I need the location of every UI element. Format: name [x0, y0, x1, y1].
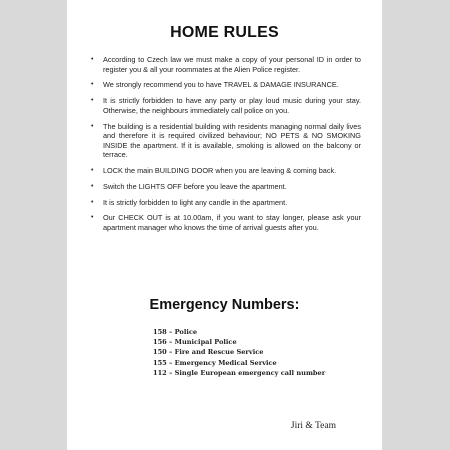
- bullet-icon: •: [91, 122, 94, 130]
- rule-text: It is strictly forbidden to light any candle in the apartment.: [103, 197, 288, 207]
- bullet-icon: •: [91, 198, 94, 206]
- rule-text: Switch the LIGHTS OFF before you leave the apartment.: [103, 181, 287, 191]
- list-item: [91, 122, 361, 160]
- bullet-icon: •: [91, 56, 94, 63]
- list-item: [91, 182, 361, 192]
- list-item: [91, 213, 361, 232]
- emergency-number: 158 – Police: [153, 328, 198, 336]
- rule-text: The building is a residential building with residents managing normal daily lives and therefore it is required civilized behaviour; NO PETS & NO SMOKING INSIDE the apartment. If it is available, smoking is allowed on the balcony or terrace.: [103, 121, 361, 160]
- bullet-icon: •: [91, 81, 94, 89]
- rule-text: We strongly recommend you to have TRAVEL & DAMAGE INSURANCE.: [103, 80, 339, 90]
- emergency-number: 155 – Emergency Medical Service: [153, 358, 277, 367]
- bullet-icon: •: [91, 97, 94, 105]
- signature: Jiri & Team: [290, 421, 336, 431]
- list-item: [91, 96, 361, 115]
- list-item: [91, 198, 361, 208]
- rules-list: [91, 55, 361, 239]
- list-item: [91, 55, 361, 74]
- list-item: [91, 166, 361, 176]
- emergency-numbers-list: [153, 327, 325, 378]
- bullet-icon: •: [91, 214, 94, 222]
- bullet-icon: •: [91, 167, 94, 175]
- list-item: [91, 80, 361, 90]
- emergency-number: 156 – Municipal Police: [153, 338, 237, 347]
- emergency-number: 112 – Single European emergency call number: [153, 368, 326, 377]
- rule-text: According to Czech law we must make a copy of your personal ID in order to register you & all your roommates at the Alien Police register.: [103, 55, 361, 74]
- emergency-title: Emergency Numbers:: [149, 297, 300, 313]
- rule-text: It is strictly forbidden to have any party or play loud music during your stay. Otherwise, the neighbours immediately call police on you.: [103, 96, 361, 115]
- document-page: [67, 0, 382, 450]
- rule-text: Our CHECK OUT is at 10.00am, if you want to stay longer, please ask your apartment manager who knows the time of arrival guests after you.: [103, 213, 361, 233]
- emergency-number: 150 – Fire and Rescue Service: [153, 348, 264, 357]
- bullet-icon: •: [91, 182, 94, 190]
- rule-text: LOCK the main BUILDING DOOR when you are leaving & coming back.: [103, 166, 337, 176]
- page-title: HOME RULES: [170, 24, 279, 41]
